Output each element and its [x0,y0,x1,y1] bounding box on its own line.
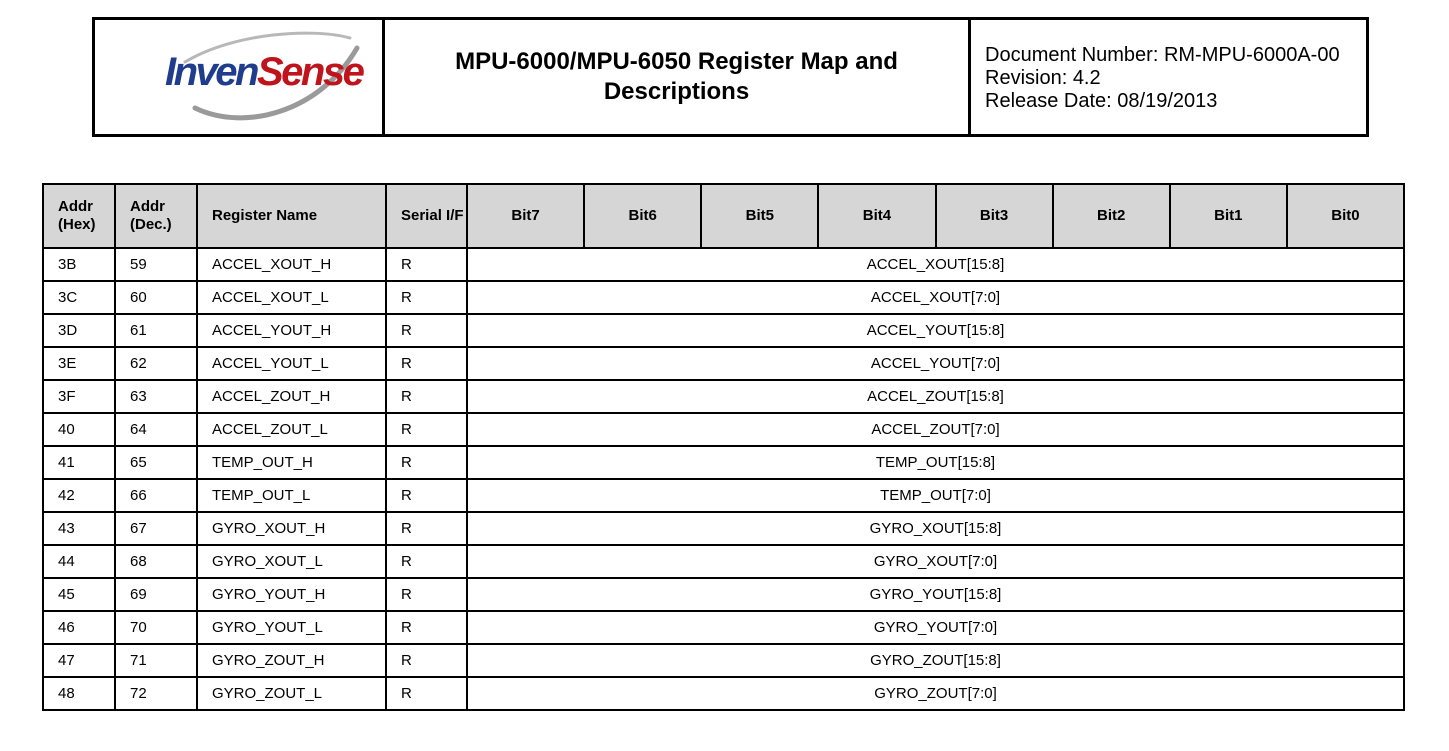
col-bit1: Bit1 [1170,184,1287,248]
register-name: ACCEL_XOUT_H [197,248,386,281]
addr-hex: 3F [43,380,115,413]
register-content: ACCEL_YOUT[7:0] [467,347,1404,380]
document-info [971,20,1366,134]
register-content: GYRO_XOUT[7:0] [467,545,1404,578]
table-row [43,578,1404,611]
register-name: GYRO_ZOUT_H [197,644,386,677]
serial-if: R [386,413,467,446]
col-bit6: Bit6 [584,184,701,248]
serial-if: R [386,545,467,578]
invensense-logo [165,52,362,92]
addr-dec: 67 [115,512,197,545]
table-row [43,512,1404,545]
col-bit3: Bit3 [936,184,1053,248]
serial-if: R [386,512,467,545]
table-row [43,347,1404,380]
register-name: ACCEL_YOUT_L [197,347,386,380]
serial-if: R [386,314,467,347]
register-name: ACCEL_ZOUT_L [197,413,386,446]
serial-if: R [386,248,467,281]
table-row [43,479,1404,512]
addr-hex: 3B [43,248,115,281]
addr-dec: 72 [115,677,197,710]
register-name: ACCEL_XOUT_L [197,281,386,314]
register-content: ACCEL_ZOUT[7:0] [467,413,1404,446]
serial-if: R [386,578,467,611]
addr-hex: 3C [43,281,115,314]
addr-dec: 69 [115,578,197,611]
addr-hex: 47 [43,644,115,677]
revision: Revision: 4.2 [985,67,1101,89]
addr-hex: 43 [43,512,115,545]
register-name: GYRO_XOUT_L [197,545,386,578]
register-content: ACCEL_YOUT[15:8] [467,314,1404,347]
serial-if: R [386,644,467,677]
register-name: GYRO_YOUT_L [197,611,386,644]
addr-hex: 40 [43,413,115,446]
addr-hex: 48 [43,677,115,710]
register-content: GYRO_ZOUT[7:0] [467,677,1404,710]
serial-if: R [386,677,467,710]
table-row [43,611,1404,644]
register-name: TEMP_OUT_L [197,479,386,512]
col-bit0: Bit0 [1287,184,1404,248]
register-content: TEMP_OUT[7:0] [467,479,1404,512]
document-title: MPU-6000/MPU-6050 Register Map and Descriptions [455,48,898,105]
logo-part1: Inven [165,50,257,94]
addr-dec: 65 [115,446,197,479]
serial-if: R [386,281,467,314]
addr-dec: 66 [115,479,197,512]
register-name: GYRO_YOUT_H [197,578,386,611]
serial-if: R [386,446,467,479]
table-row [43,677,1404,710]
table-row [43,314,1404,347]
register-name: ACCEL_ZOUT_H [197,380,386,413]
title-cell [385,20,971,134]
document-header [92,17,1369,137]
register-content: ACCEL_XOUT[7:0] [467,281,1404,314]
col-addr-hex: Addr (Hex) [43,184,115,248]
register-name: TEMP_OUT_H [197,446,386,479]
addr-dec: 68 [115,545,197,578]
addr-dec: 59 [115,248,197,281]
addr-hex: 3D [43,314,115,347]
table-row [43,281,1404,314]
table-row [43,413,1404,446]
table-row [43,446,1404,479]
addr-dec: 60 [115,281,197,314]
addr-dec: 61 [115,314,197,347]
col-bit7: Bit7 [467,184,584,248]
register-table [42,183,1405,711]
register-name: GYRO_ZOUT_L [197,677,386,710]
release-date: Release Date: 08/19/2013 [985,90,1218,112]
addr-dec: 64 [115,413,197,446]
addr-hex: 42 [43,479,115,512]
register-content: TEMP_OUT[15:8] [467,446,1404,479]
serial-if: R [386,347,467,380]
serial-if: R [386,380,467,413]
register-content: GYRO_XOUT[15:8] [467,512,1404,545]
table-row [43,380,1404,413]
addr-hex: 41 [43,446,115,479]
logo-part2: Sense [256,50,363,94]
addr-hex: 46 [43,611,115,644]
document-number: Document Number: RM-MPU-6000A-00 [985,44,1340,66]
col-bit4: Bit4 [818,184,935,248]
col-addr-dec: Addr (Dec.) [115,184,197,248]
register-name: GYRO_XOUT_H [197,512,386,545]
table-header-row [43,184,1404,248]
addr-dec: 71 [115,644,197,677]
table-row [43,545,1404,578]
col-bit5: Bit5 [701,184,818,248]
table-row [43,248,1404,281]
serial-if: R [386,611,467,644]
register-name: ACCEL_YOUT_H [197,314,386,347]
register-content: ACCEL_XOUT[15:8] [467,248,1404,281]
register-content: GYRO_YOUT[7:0] [467,611,1404,644]
addr-dec: 63 [115,380,197,413]
addr-hex: 3E [43,347,115,380]
register-content: GYRO_YOUT[15:8] [467,578,1404,611]
addr-dec: 70 [115,611,197,644]
addr-dec: 62 [115,347,197,380]
col-bit2: Bit2 [1053,184,1170,248]
addr-hex: 44 [43,545,115,578]
serial-if: R [386,479,467,512]
col-serial-if: Serial I/F [386,184,467,248]
logo-cell [95,20,385,134]
register-content: ACCEL_ZOUT[15:8] [467,380,1404,413]
register-content: GYRO_ZOUT[15:8] [467,644,1404,677]
addr-hex: 45 [43,578,115,611]
table-row [43,644,1404,677]
col-register-name: Register Name [197,184,386,248]
